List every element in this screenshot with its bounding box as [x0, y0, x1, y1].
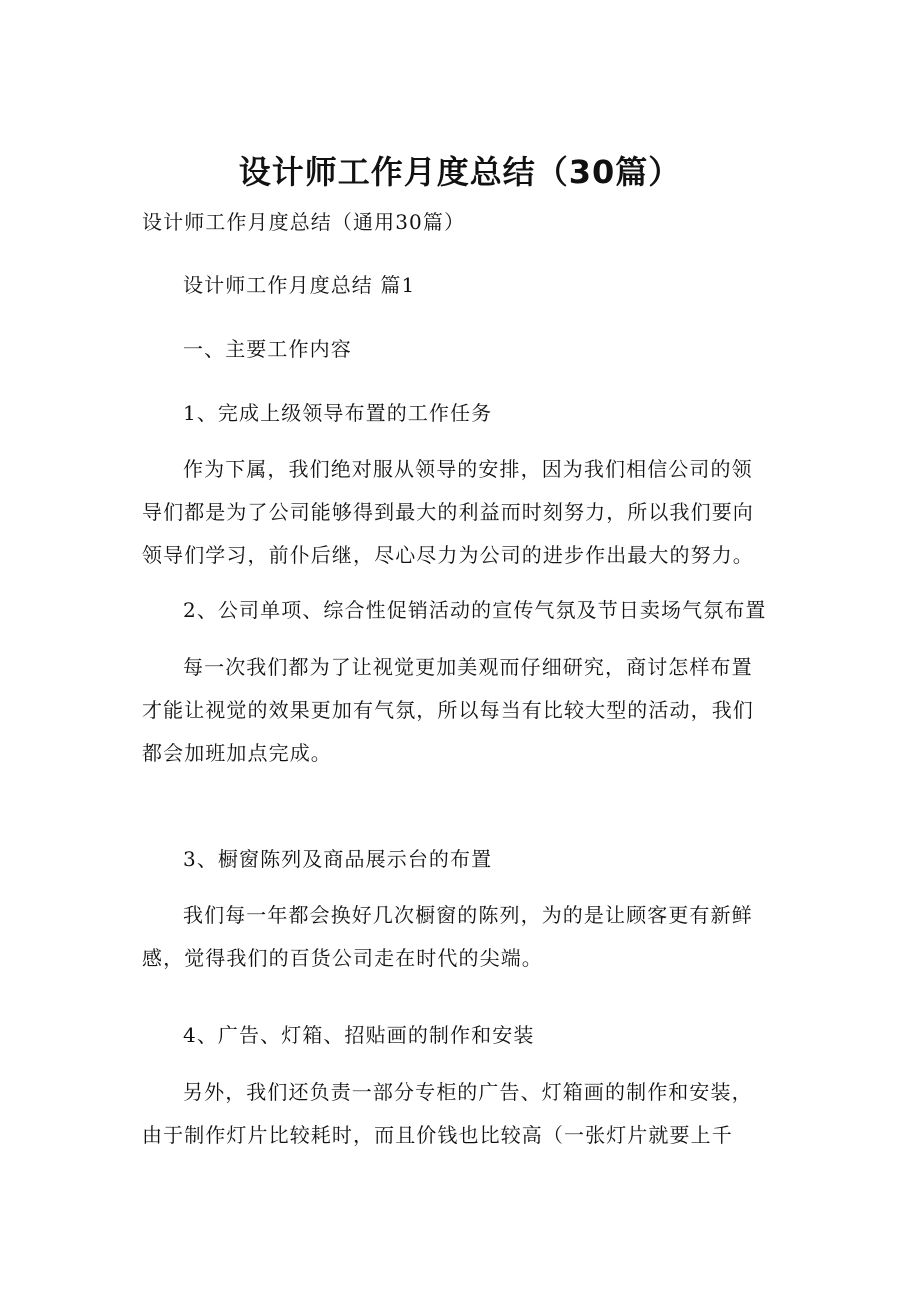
paragraph-line: 作为下属，我们绝对服从领导的安排，因为我们相信公司的领 — [183, 457, 753, 481]
item-heading: 4、广告、灯箱、招贴画的制作和安装 — [183, 1023, 535, 1047]
paragraph-line: 另外，我们还负责一部分专柜的广告、灯箱画的制作和安装， — [183, 1080, 753, 1104]
subtitle: 设计师工作月度总结（通用30篇） — [142, 210, 466, 234]
heading: 一、主要工作内容 — [183, 337, 352, 361]
paragraph-line: 感，觉得我们的百货公司走在时代的尖端。 — [142, 946, 543, 970]
item-heading: 2、公司单项、综合性促销活动的宣传气氛及节日卖场气氛布置 — [183, 598, 767, 622]
paragraph-line: 导们都是为了公司能够得到最大的利益而时刻努力，所以我们要向 — [142, 500, 754, 524]
paragraph-line: 领导们学习，前仆后继，尽心尽力为公司的进步作出最大的努力。 — [142, 543, 754, 567]
paragraph-line: 我们每一年都会换好几次橱窗的陈列，为的是让顾客更有新鲜 — [183, 903, 753, 927]
paragraph-line: 都会加班加点完成。 — [142, 741, 332, 765]
item-heading: 1、完成上级领导布置的工作任务 — [183, 401, 493, 425]
document-title: 设计师工作月度总结（30篇） — [238, 153, 682, 191]
section-title: 设计师工作月度总结 篇1 — [183, 273, 416, 297]
paragraph-line: 每一次我们都为了让视觉更加美观而仔细研究，商讨怎样布置 — [183, 655, 753, 679]
item-heading: 3、橱窗陈列及商品展示台的布置 — [183, 847, 493, 871]
paragraph-line: 由于制作灯片比较耗时，而且价钱也比较高（一张灯片就要上千 — [142, 1123, 733, 1147]
paragraph-line: 才能让视觉的效果更加有气氛，所以每当有比较大型的活动，我们 — [142, 698, 754, 722]
